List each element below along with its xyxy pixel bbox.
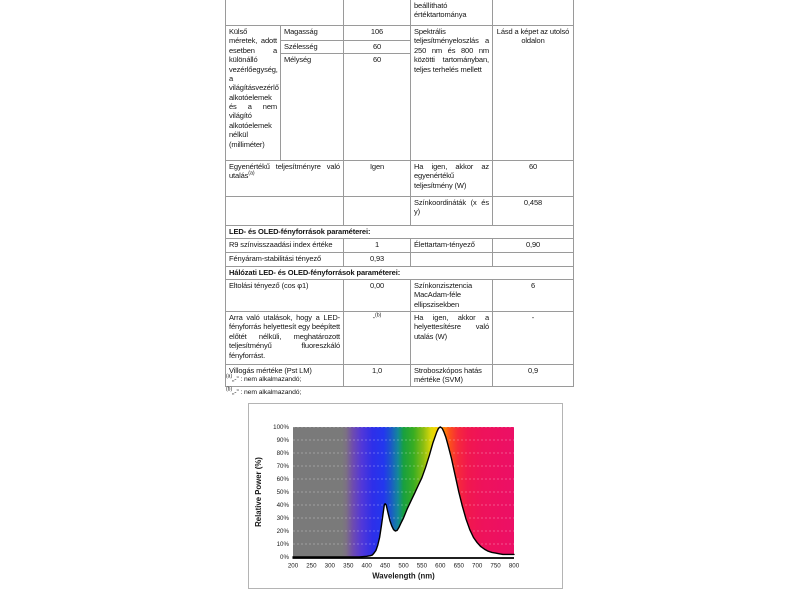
cell-see-image-note: Lásd a képet az utolsó oldalon: [493, 26, 574, 161]
x-tick-label: 450: [379, 562, 391, 570]
x-tick-label: 350: [343, 562, 354, 570]
x-tick-label: 700: [472, 562, 483, 570]
x-tick-label: 200: [287, 562, 299, 570]
cell-dim-height-label: Magasság: [281, 26, 344, 41]
y-tick-label: 20%: [276, 528, 289, 536]
footnote-ref-a: (a): [248, 170, 255, 177]
x-tick-label: 250: [306, 562, 317, 570]
cell-empty: [411, 253, 493, 267]
x-tick-label: 500: [398, 562, 409, 570]
cell-empty: [493, 0, 574, 26]
y-tick-label: 60%: [276, 476, 289, 484]
footnote-b: $^{(b)}$„-” : nem alkalmazandó;: [226, 386, 302, 396]
band-led-oled-params: LED- és OLED-fényforrások paraméterei:: [226, 226, 574, 239]
x-tick-label: 600: [435, 562, 446, 570]
y-tick-label: 0%: [280, 554, 289, 562]
cell-empty: [493, 253, 574, 267]
cell-if-yes-equivalent-power-label: Ha igen, akkor az egyenértékű teljesítmény (W): [411, 161, 493, 197]
cell-empty: [344, 197, 411, 226]
cell-displacement-factor-value: 0,00: [344, 280, 411, 312]
cell-if-yes-replacement-value: -: [493, 312, 574, 365]
cell-dim-height-value: 106: [344, 26, 411, 41]
y-tick-label: 10%: [276, 541, 289, 549]
cell-color-consistency-label: Színkonzisztencia MacAdam-féle ellipszisekben: [411, 280, 493, 312]
cell-flicker-value: 1,0: [344, 365, 411, 387]
y-tick-label: 80%: [276, 450, 289, 458]
y-axis-label: Relative Power (%): [254, 457, 263, 527]
cell-strobe-value: 0,9: [493, 365, 574, 387]
cell-equivalent-power-label: Egyenértékű teljesítményre való utalás$^{(a)}$: [226, 161, 344, 197]
x-tick-label: 550: [416, 562, 428, 570]
footnote-a: $^{(a)}$„-” : nem alkalmazandó;: [226, 373, 302, 383]
cell-flux-stability-label: Fényáram-stabilitási tényező: [226, 253, 344, 267]
cell-displacement-factor-label: Eltolási tényező (cos φ1): [226, 280, 344, 312]
y-tick-label: 30%: [276, 515, 289, 523]
x-tick-label: 650: [453, 562, 464, 570]
cell-equivalent-power-value: Igen: [344, 161, 411, 197]
y-tick-label: 50%: [276, 489, 289, 497]
x-tick-label: 300: [324, 562, 335, 570]
cell-lifetime-factor-label: Élettartam-tényező: [411, 239, 493, 253]
cell-flux-stability-value: 0,93: [344, 253, 411, 267]
cell-external-dimensions-label: Külső méretek, adott esetben a különálló vezérlőegység, a világításvezérlő alkotóelemek és a nem világító alkotóelemek nélkül (milliméter): [226, 26, 281, 161]
spectral-power-chart-svg: [249, 404, 562, 588]
x-tick-label: 800: [508, 562, 520, 570]
footnote-ref-b: (b): [375, 312, 382, 319]
lamp-parameters-table: [225, 0, 574, 387]
y-tick-label: 90%: [276, 437, 289, 445]
cell-dim-width-label: Szélesség: [281, 41, 344, 54]
cell-empty: [226, 197, 344, 226]
cell-dim-depth-value: 60: [344, 54, 411, 161]
y-tick-label: 70%: [276, 463, 289, 471]
y-tick-label: 40%: [276, 502, 289, 510]
cell-strobe-label: Stroboszkópos hatás mértéke (SVM): [411, 365, 493, 387]
cell-color-consistency-value: 6: [493, 280, 574, 312]
x-axis-label: Wavelength (nm): [372, 571, 435, 581]
cell-empty: [226, 0, 344, 26]
cell-spectral-distribution-label: Spektrális teljesítményeloszlás a 250 nm és 800 nm közötti tartományban, teljes terhelés mellett: [411, 26, 493, 161]
cell-dim-width-value: 60: [344, 41, 411, 54]
cell-empty: [344, 0, 411, 26]
cell-if-yes-replacement-label: Ha igen, akkor a helyettesítésre való utalás (W): [411, 312, 493, 365]
band-mains-led-oled-params: Hálózati LED- és OLED-fényforrások paraméterei:: [226, 267, 574, 280]
cell-r9-value: 1: [344, 239, 411, 253]
cell-if-yes-equivalent-power-value: 60: [493, 161, 574, 197]
x-tick-label: 400: [361, 562, 372, 570]
cell-replacement-claim-label: Arra való utalások, hogy a LED-fényforrás helyettesít egy beépített előtét nélküli, meghatározott teljesítményű fluoreszkáló fényforrást.: [226, 312, 344, 365]
cell-adjustable-range: beállítható értéktartománya: [411, 0, 493, 26]
x-tick-label: 750: [490, 562, 501, 570]
cell-color-coordinates-label: Színkoordináták (x és y): [411, 197, 493, 226]
cell-lifetime-factor-value: 0,90: [493, 239, 574, 253]
cell-flicker-label: Villogás mértéke (Pst LM): [226, 365, 344, 387]
cell-color-coordinates-value: 0,458: [493, 197, 574, 226]
cell-r9-label: R9 színvisszaadási index értéke: [226, 239, 344, 253]
spectral-power-chart: [248, 403, 563, 589]
cell-dim-depth-label: Mélység: [281, 54, 344, 161]
cell-replacement-claim-value: -$^{(b)}$: [344, 312, 411, 365]
y-tick-label: 100%: [273, 424, 289, 432]
